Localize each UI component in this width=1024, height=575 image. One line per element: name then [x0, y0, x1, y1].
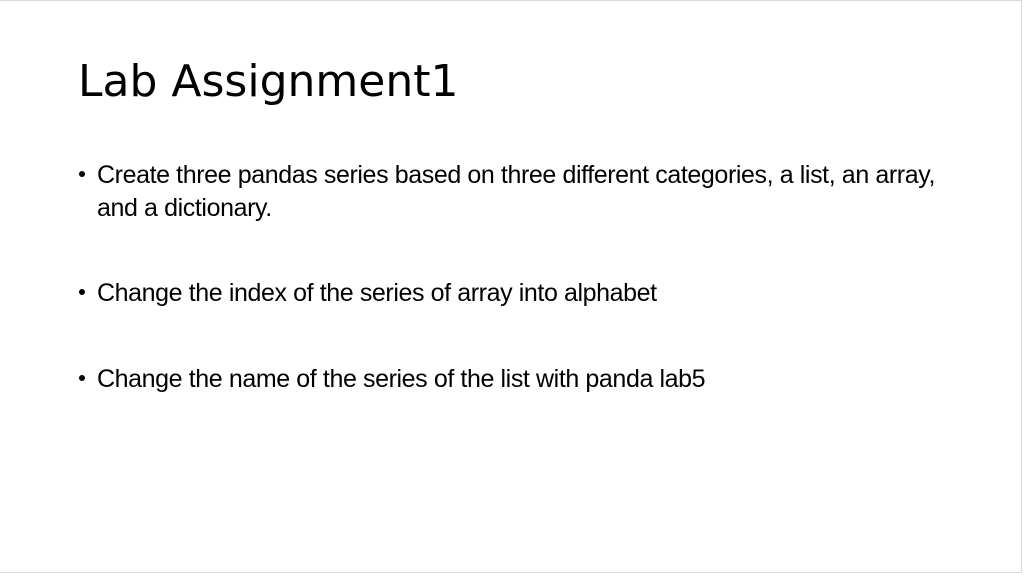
bullet-dot-icon — [79, 171, 85, 177]
bullet-text: Change the index of the series of array into alphabet — [97, 279, 657, 307]
slide-title: Lab Assignment1 — [78, 56, 459, 107]
bullet-dot-icon — [79, 375, 85, 381]
bullet-text: Change the name of the series of the list with panda lab5 — [97, 365, 706, 393]
bullet-list — [76, 159, 956, 396]
bullet-item — [76, 363, 956, 396]
bullet-text: Create three pandas series based on three different categories, a list, an array, and a dictionary. — [97, 161, 936, 222]
bullet-item — [76, 159, 956, 225]
bullet-item — [76, 277, 956, 310]
bullet-dot-icon — [79, 289, 85, 295]
